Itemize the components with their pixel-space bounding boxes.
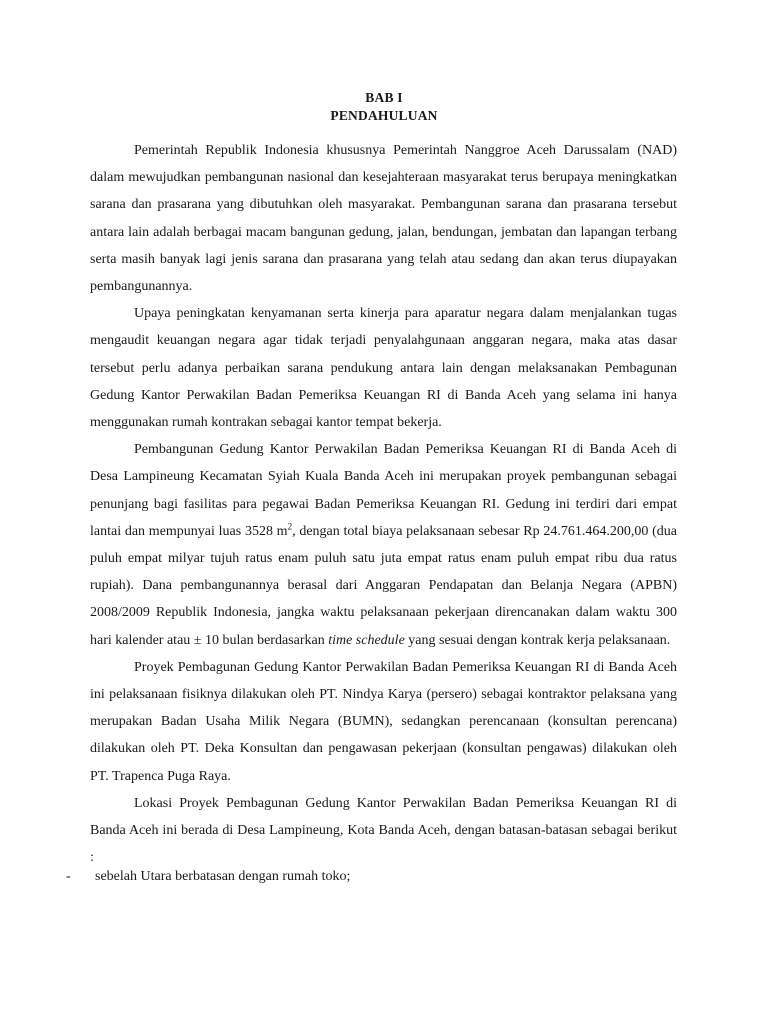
- list-bullet: -: [66, 869, 71, 884]
- list-item: [0, 863, 768, 890]
- list-item-text: sebelah Utara berbatasan dengan rumah toko;: [95, 869, 351, 884]
- paragraph-2: Upaya peningkatan kenyamanan serta kinerja para aparatur negara dalam menjalankan tugas mengaudit keuangan negara agar tidak terjadi penyalahgunaan anggaran negara, maka atas dasar tersebut perlu adanya perbaikan sarana pendukung antara lain dengan melaksanakan Pembagunan Gedung Kantor Perwakilan Badan Pemeriksa Keuangan RI di Banda Aceh yang selama ini hanya menggunakan rumah kontrakan sebagai kantor tempat bekerja.: [90, 306, 677, 431]
- body-text: [90, 137, 677, 871]
- boundary-list: [0, 863, 768, 890]
- superscript-area-unit: 2: [287, 521, 293, 532]
- paragraph-3-part-1: Pembangunan Gedung Kantor Perwakilan Badan Pemeriksa Keuangan RI di Banda Aceh di Desa Lampineung Kecamatan Syiah Kuala Banda Aceh ini merupakan proyek pembangunan sebagai penunjang bagi fasilitas para pegawai Badan Pemeriksa Keuangan RI. Gedung ini terdiri dari empat lantai dan mempunyai luas 3528 m: [90, 442, 677, 539]
- chapter-number: BAB I: [365, 90, 403, 105]
- paragraph-1: Pemerintah Republik Indonesia khususnya Pemerintah Nanggroe Aceh Darussalam (NAD) dalam mewujudkan pembangunan nasional dan kesejahteraan masyarakat terus berupaya meningkatkan sarana dan prasarana yang dibutuhkan oleh masyarakat. Pembangunan sarana dan prasarana tersebut antara lain adalah berbagai macam bangunan gedung, jalan, bendungan, jembatan dan lapangan terbang serta masih banyak lagi jenis sarana dan prasarana yang telah atau sedang dan akan terus diupayakan pembangunannya.: [90, 143, 677, 295]
- paragraph-3: [90, 436, 677, 654]
- chapter-title: PENDAHULUAN: [330, 108, 438, 123]
- paragraph-3-part-3: yang sesuai dengan kontrak kerja pelaksanaan.: [404, 632, 671, 648]
- paragraph-5: Lokasi Proyek Pembagunan Gedung Kantor Perwakilan Badan Pemeriksa Keuangan RI di Banda Aceh ini berada di Desa Lampineung, Kota Banda Aceh, dengan batasan-batasan sebagai berikut :: [90, 795, 677, 866]
- paragraph-4: Proyek Pembagunan Gedung Kantor Perwakilan Badan Pemeriksa Keuangan RI di Banda Aceh ini pelaksanaan fisiknya dilakukan oleh PT. Nindya Karya (persero) sebagai kontraktor pelaksana yang merupakan Badan Usaha Milik Negara (BUMN), sedangkan perencanaan (konsultan perencana) dilakukan oleh PT. Deka Konsultan dan pengawasan pekerjaan (konsultan pengawas) dilakukan oleh PT. Trapenca Puga Raya.: [90, 659, 677, 784]
- italic-term: time schedule: [328, 632, 405, 648]
- paragraph-3-part-2: , dengan total biaya pelaksanaan sebesar Rp 24.761.464.200,00 (dua puluh empat milyar tujuh ratus enam puluh satu juta empat ratus enam puluh empat ribu dua ratus rupiah). Dana pembangunannya berasal dari Anggaran Pendapatan dan Belanja Negara (APBN) 2008/2009 Republik Indonesia, jangka waktu pelaksanaan pekerjaan direncanakan dalam waktu 300 hari kalender atau ± 10 bulan berdasarkan: [90, 523, 677, 648]
